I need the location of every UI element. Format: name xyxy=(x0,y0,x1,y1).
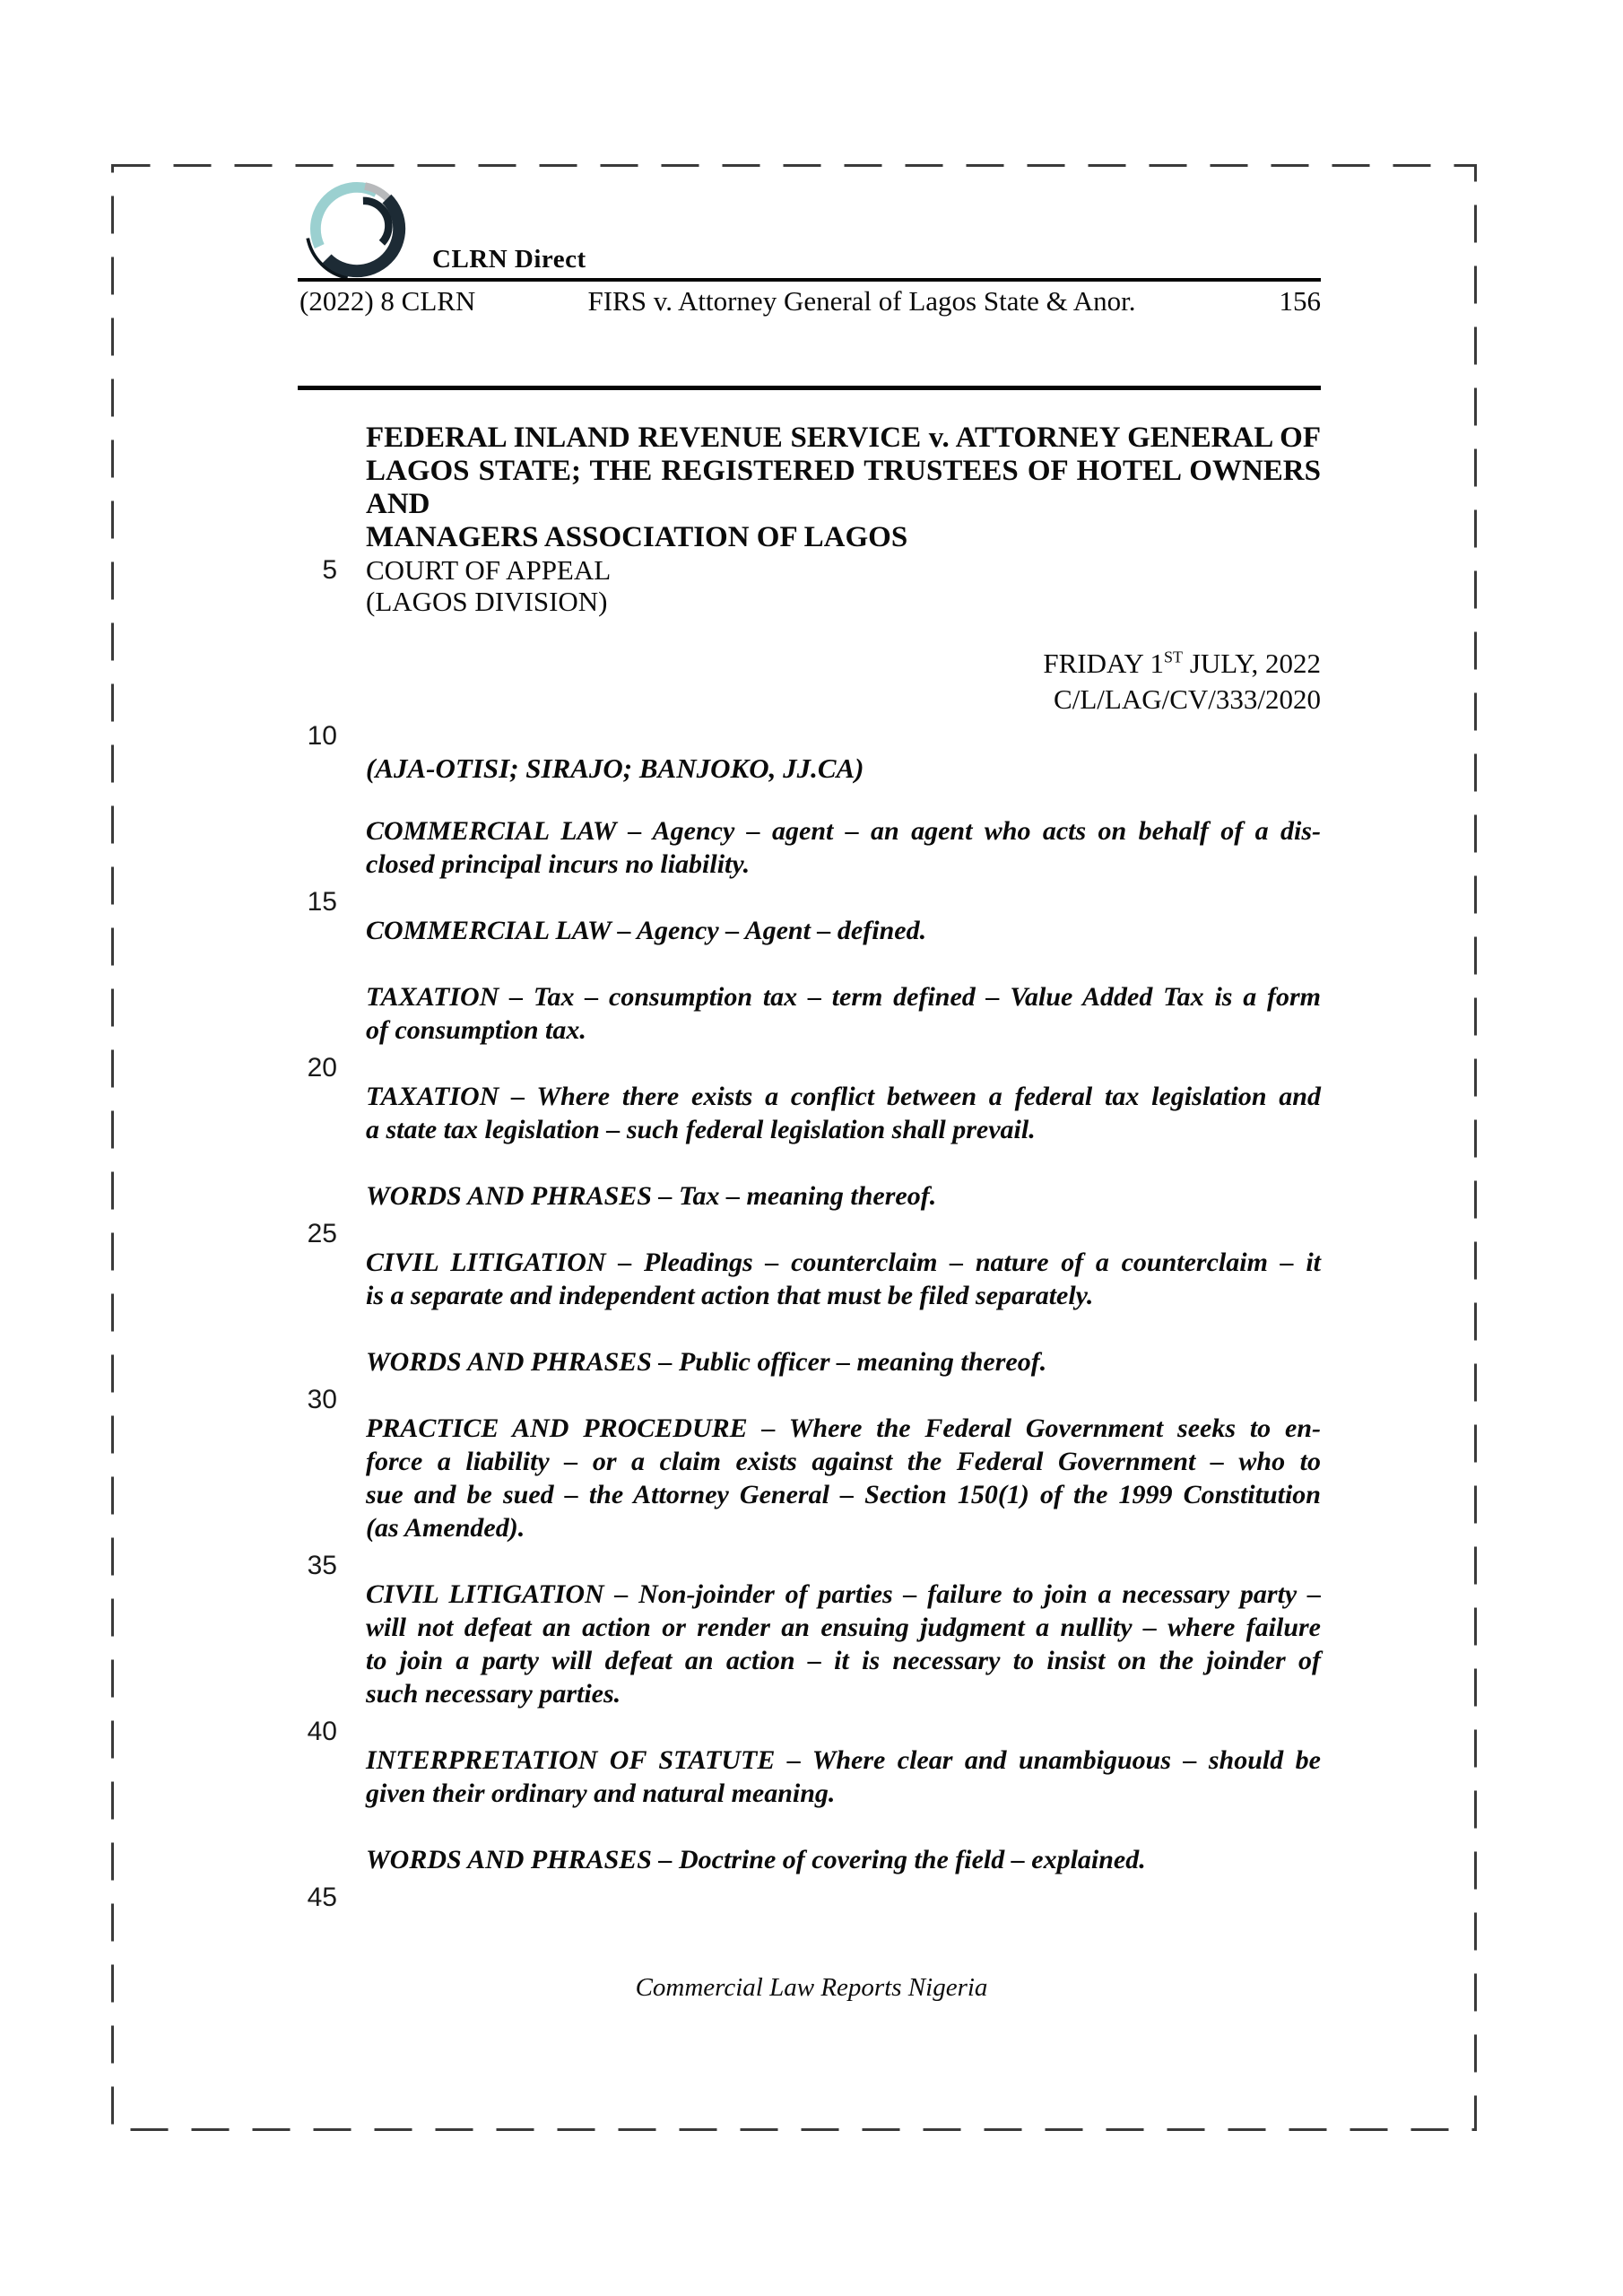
line-number-column xyxy=(251,556,337,2049)
title-rule xyxy=(298,386,1321,390)
catchword-line: closed principal incurs no liability. xyxy=(366,849,751,879)
catchword-line: COMMERCIAL LAW – Agency – agent – an agent who acts on behalf of a dis- xyxy=(366,816,1321,846)
court-block xyxy=(366,554,1321,617)
case-title-line: FEDERAL INLAND REVENUE SERVICE v. ATTORNEY GENERAL OF xyxy=(366,422,1321,454)
court-name: COURT OF APPEAL xyxy=(366,554,612,586)
case-title-line: LAGOS STATE; THE REGISTERED TRUSTEES OF HOTEL OWNERS AND xyxy=(366,455,1321,520)
running-title: FIRS v. Attorney General of Lagos State & Anor. xyxy=(587,285,1136,317)
catchword-line: is a separate and independent action that must be filed separately. xyxy=(366,1281,1094,1310)
volume-citation: (2022) 8 CLRN xyxy=(299,285,476,317)
brand-title: CLRN Direct xyxy=(432,245,586,274)
catchword-line: such necessary parties. xyxy=(366,1679,621,1709)
catchwords xyxy=(366,814,1321,1876)
clrn-logo xyxy=(303,176,411,282)
line-number: 30 xyxy=(307,1385,337,1414)
catchword-line: INTERPRETATION OF STATUTE – Where clear and unambiguous – should be xyxy=(366,1745,1321,1775)
catchword-line: WORDS AND PHRASES – Doctrine of covering the field – explained. xyxy=(366,1845,1146,1874)
catchword-line: given their ordinary and natural meaning. xyxy=(366,1779,836,1808)
line-number: 15 xyxy=(307,887,337,917)
imprint-footer: Commercial Law Reports Nigeria xyxy=(635,1973,988,2002)
catchword-line: CIVIL LITIGATION – Pleadings – counterclaim – nature of a counterclaim – it xyxy=(366,1248,1321,1277)
catchword-line: sue and be sued – the Attorney General – Section 150(1) of the 1999 Constitution xyxy=(366,1480,1321,1509)
line-number: 40 xyxy=(307,1717,337,1746)
hearing-date: FRIDAY 1ST JULY, 2022 xyxy=(1043,648,1321,679)
catchword-line: CIVIL LITIGATION – Non-joinder of parties – failure to join a necessary party – xyxy=(366,1579,1321,1609)
catchword-line: TAXATION – Tax – consumption tax – term defined – Value Added Tax is a form xyxy=(366,982,1321,1012)
case-title-line: MANAGERS ASSOCIATION OF LAGOS xyxy=(366,521,908,553)
catchword-line: to join a party will defeat an action – it is necessary to insist on the joinder of xyxy=(366,1646,1321,1675)
line-number: 25 xyxy=(307,1219,337,1248)
suit-number: C/L/LAG/CV/333/2020 xyxy=(1054,683,1321,715)
header-rule xyxy=(298,278,1321,282)
line-number: 10 xyxy=(307,721,337,751)
catchword-line: WORDS AND PHRASES – Tax – meaning thereof. xyxy=(366,1181,937,1211)
catchword-line: WORDS AND PHRASES – Public officer – meaning thereof. xyxy=(366,1347,1047,1377)
catchword-line: TAXATION – Where there exists a conflict between a federal tax legislation and xyxy=(366,1082,1321,1111)
line-number: 5 xyxy=(322,555,337,585)
catchword-line: will not defeat an action or render an ensuing judgment a nullity – where failure xyxy=(366,1613,1321,1642)
catchword-line: force a liability – or a claim exists against the Federal Government – who to xyxy=(366,1447,1321,1476)
judges-line: (AJA-OTISI; SIRAJO; BANJOKO, JJ.CA) xyxy=(366,752,864,784)
court-division: (LAGOS DIVISION) xyxy=(366,586,608,617)
catchword-line: a state tax legislation – such federal legislation shall prevail. xyxy=(366,1115,1036,1144)
catchword-line: PRACTICE AND PROCEDURE – Where the Federal Government seeks to en- xyxy=(366,1413,1321,1443)
date-block xyxy=(366,646,1321,718)
catchword-line: COMMERCIAL LAW – Agency – Agent – defined. xyxy=(366,916,927,945)
catchword-line: (as Amended). xyxy=(366,1513,525,1543)
line-number: 45 xyxy=(307,1883,337,1912)
catchword-line: of consumption tax. xyxy=(366,1015,586,1045)
line-number: 35 xyxy=(307,1551,337,1580)
case-title xyxy=(366,422,1321,554)
ordinal-superscript: ST xyxy=(1164,648,1184,666)
line-number: 20 xyxy=(307,1053,337,1083)
page-number: 156 xyxy=(1279,285,1321,317)
